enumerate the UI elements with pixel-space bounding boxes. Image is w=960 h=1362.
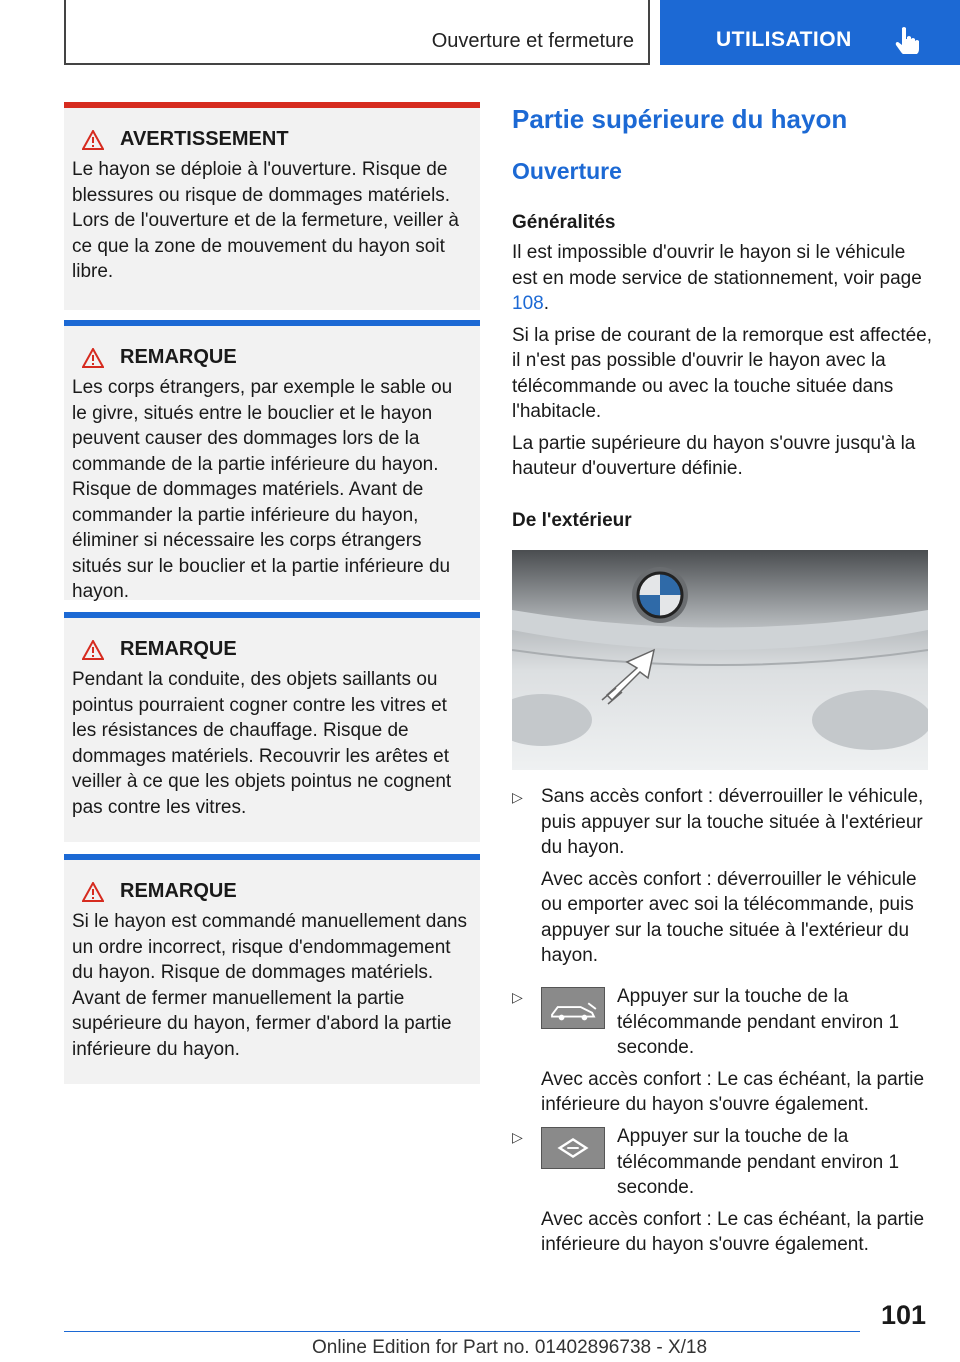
note-heading [82, 638, 470, 661]
warning-text: Le hayon se déploie à l'ouverture. Risque de blessures ou risque de dommages matériels. Lors de l'ouverture et de la fermeture, veiller à ce que la zone de mouvement du hayon soit libre. [72, 159, 459, 282]
para-text: Il est impossible d'ouvrir le hayon si le véhicule est en mode service de stationnement, voir page [512, 242, 922, 289]
bullet-triangle-icon: ▷ [512, 789, 523, 805]
note-title: REMARQUE [120, 638, 237, 660]
warning-title: AVERTISSEMENT [120, 128, 289, 150]
note-title: REMARQUE [120, 346, 237, 368]
warning-box [64, 102, 480, 310]
list-item-subtext: Avec accès confort : déverrouiller le véhicule ou emporter avec soi la télécommande, puis appuyer sur la touche située à l'extérieur du hayon. [541, 868, 917, 966]
page-link[interactable]: 108 [512, 293, 544, 314]
note-box [64, 320, 480, 600]
section-title: Ouverture et fermeture [431, 30, 634, 52]
general-block [512, 212, 932, 482]
exterior-heading-wrap [512, 510, 932, 532]
para-text: . [543, 293, 549, 314]
warning-heading [82, 128, 470, 151]
page-header [0, 0, 960, 66]
note-heading [82, 880, 470, 903]
page-number: 101 [880, 1300, 926, 1330]
general-paragraph-2: Si la prise de courant de la remorque est affectée, il n'est pas possible d'ouvrir le hayon avec la télécommande ou avec la touche située dans l'habitacle. [512, 324, 933, 422]
note-box [64, 612, 480, 842]
note-text: Pendant la conduite, des objets saillants ou pointus pourraient cogner contre les vitres et les résistances de chauffage. Risque de dommages matériels. Recouvrir les arêtes et veiller à ce que les objets pointus ne cognent pas contre les vitres. [72, 669, 452, 818]
subheading-wrap [512, 158, 932, 185]
list-item [512, 784, 932, 969]
bullet-triangle-icon: ▷ [512, 1129, 523, 1145]
list-item [512, 1124, 932, 1258]
list-item [512, 984, 932, 1118]
list-item-text: Appuyer sur la touche de la télécommande pendant environ 1 seconde. [617, 1126, 900, 1198]
edition-text: Online Edition for Part no. 01402896738 - X/18 [312, 1337, 708, 1358]
general-paragraph-1 [512, 240, 932, 317]
warning-triangle-icon [82, 130, 104, 150]
note-title: REMARQUE [120, 880, 237, 902]
general-heading: Généralités [512, 212, 616, 233]
chapter-label: UTILISATION [716, 28, 852, 51]
exterior-heading: De l'extérieur [512, 510, 632, 531]
warning-triangle-icon [82, 882, 104, 902]
page-title: Partie supérieure du hayon [512, 104, 848, 134]
warning-triangle-icon [82, 348, 104, 368]
hand-pointer-icon [894, 26, 920, 54]
header-frame [64, 0, 650, 65]
note-text: Si le hayon est commandé manuellement dans un ordre incorrect, risque d'endommagement du hayon. Risque de dommages matériels. Avant de fermer manuellement la partie supérieure du hayon, fermer d'abord la partie inférieure du hayon. [72, 911, 468, 1060]
footer-divider [64, 1331, 860, 1332]
car-tailgate-key-icon [541, 987, 605, 1029]
diamond-arrows-key-icon [541, 1127, 605, 1169]
note-heading [82, 346, 470, 369]
list-item-subtext: Avec accès confort : Le cas échéant, la partie inférieure du hayon s'ouvre également. [541, 1068, 925, 1115]
list-item-subtext: Avec accès confort : Le cas échéant, la partie inférieure du hayon s'ouvre également. [541, 1208, 925, 1255]
list-item-text: Sans accès confort : déverrouiller le véhicule, puis appuyer sur la touche située à l'extérieur du hayon. [541, 786, 924, 858]
bullet-triangle-icon: ▷ [512, 989, 523, 1005]
chapter-tab [660, 0, 960, 65]
note-box [64, 854, 480, 1084]
note-text: Les corps étrangers, par exemple le sable ou le givre, situés entre le bouclier et le hayon peuvent causer des dommages lors de la commande de la partie inférieure du hayon. Risque de dommages matériels. Avant de commander la partie inférieure du hayon, éliminer si nécessaire les corps étrangers situés sur le bouclier et la partie inférieure du hayon. [72, 377, 453, 602]
subheading: Ouverture [512, 158, 622, 184]
section-heading [512, 104, 932, 135]
general-paragraph-3: La partie supérieure du hayon s'ouvre jusqu'à la hauteur d'ouverture définie. [512, 432, 916, 479]
tailgate-button-photo [512, 550, 928, 770]
warning-triangle-icon [82, 640, 104, 660]
list-item-text: Appuyer sur la touche de la télécommande pendant environ 1 seconde. [617, 986, 900, 1058]
